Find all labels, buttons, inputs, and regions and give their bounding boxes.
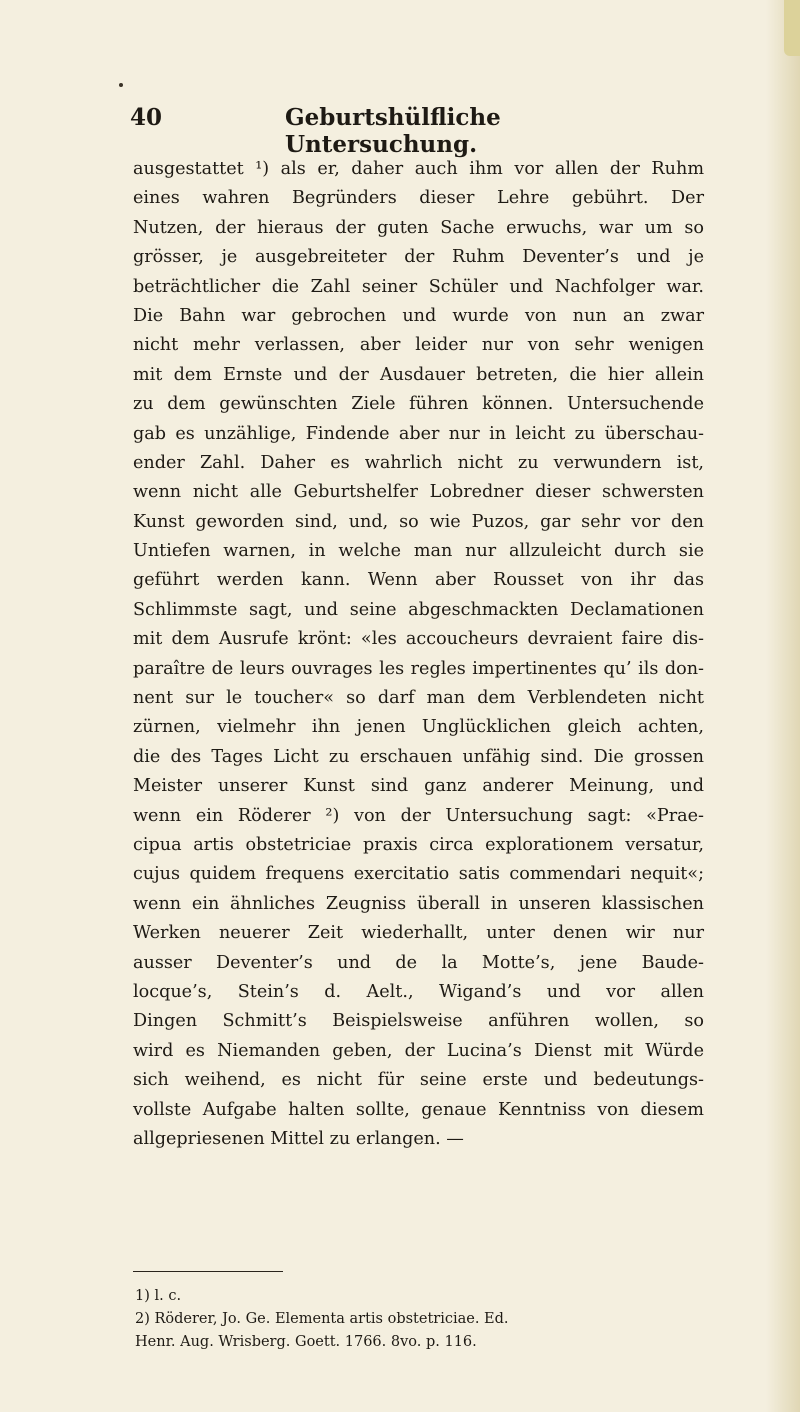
- text-line: wenn ein Röderer ²) von der Untersuchung sagt: «Prae-: [133, 805, 704, 826]
- page-edge-shadow: [766, 0, 800, 1412]
- text-line: Dingen Schmitt’s Beispielsweise anführen wollen, so: [133, 1011, 704, 1032]
- footnotes: [135, 1285, 695, 1354]
- text-line: mit dem Ernste und der Ausdauer betreten, die hier allein: [133, 364, 704, 385]
- footnote-line: Henr. Aug. Wrisberg. Goett. 1766. 8vo. p. 116.: [135, 1334, 477, 1350]
- text-line: ausgestattet ¹) als er, daher auch ihm vor allen der Ruhm: [133, 159, 704, 179]
- text-line: cipua artis obstetriciae praxis circa explorationem versatur,: [133, 834, 704, 855]
- text-line: geführt werden kann. Wenn aber Rousset von ihr das: [133, 570, 704, 591]
- running-title: Geburtshülfliche Untersuchung.: [285, 104, 501, 158]
- main-text: [133, 155, 704, 1154]
- text-line: paraître de leurs ouvrages les regles impertinentes qu’ ils don-: [133, 658, 704, 679]
- text-line: nicht mehr verlassen, aber leider nur von sehr wenigen: [133, 335, 704, 356]
- text-line: gab es unzählige, Findende aber nur in leicht zu überschau-: [133, 423, 704, 444]
- text-line: beträchtlicher die Zahl seiner Schüler und Nachfolger war.: [133, 276, 704, 297]
- footnote-line: 1) l. c.: [135, 1288, 182, 1304]
- footnote-rule: [133, 1271, 283, 1272]
- text-line: Schlimmste sagt, und seine abgeschmackten Declamationen: [133, 599, 704, 620]
- text-line: grösser, je ausgebreiteter der Ruhm Deventer’s und je: [133, 247, 704, 268]
- text-line: allgepriesenen Mittel zu erlangen. —: [133, 1128, 464, 1149]
- text-line: cujus quidem frequens exercitatio satis commendari nequit«;: [133, 864, 704, 885]
- text-line: nent sur le toucher« so darf man dem Verblendeten nicht: [133, 688, 704, 709]
- text-line: sich weihend, es nicht für seine erste und bedeutungs-: [133, 1070, 704, 1091]
- text-line: mit dem Ausrufe krönt: «les accoucheurs devraient faire dis-: [133, 629, 704, 650]
- text-line: Werken neuerer Zeit wiederhallt, unter denen wir nur: [133, 923, 704, 944]
- text-line: ausser Deventer’s und de la Motte’s, jene Baude-: [133, 952, 704, 973]
- text-line: zürnen, vielmehr ihn jenen Unglücklichen gleich achten,: [133, 717, 704, 738]
- text-line: wenn ein ähnliches Zeugniss überall in unseren klassischen: [133, 893, 704, 914]
- text-line: locque’s, Stein’s d. Aelt., Wigand’s und vor allen: [133, 981, 704, 1002]
- text-line: Nutzen, der hieraus der guten Sache erwuchs, war um so: [133, 217, 704, 238]
- text-line: vollste Aufgabe halten sollte, genaue Kenntniss von diesem: [133, 1099, 704, 1120]
- footnote-line: 2) Röderer, Jo. Ge. Elementa artis obstetriciae. Ed.: [135, 1311, 509, 1327]
- text-line: wird es Niemanden geben, der Lucina’s Dienst mit Würde: [133, 1040, 704, 1061]
- text-line: Die Bahn war gebrochen und wurde von nun an zwar: [133, 305, 704, 326]
- page-corner-mark: [784, 0, 800, 56]
- text-line: Meister unserer Kunst sind ganz anderer Meinung, und: [133, 776, 704, 797]
- ink-speck: [119, 83, 123, 87]
- text-line: Untiefen warnen, in welche man nur allzuleicht durch sie: [133, 541, 704, 562]
- text-line: zu dem gewünschten Ziele führen können. Untersuchende: [133, 394, 704, 415]
- text-line: eines wahren Begründers dieser Lehre gebührt. Der: [133, 188, 704, 209]
- page-number: 40: [130, 104, 163, 131]
- page-header: [130, 104, 700, 158]
- text-line: die des Tages Licht zu erschauen unfähig sind. Die grossen: [133, 746, 704, 767]
- text-line: Kunst geworden sind, und, so wie Puzos, gar sehr vor den: [133, 511, 704, 532]
- text-line: ender Zahl. Daher es wahrlich nicht zu verwundern ist,: [133, 452, 704, 473]
- text-line: wenn nicht alle Geburtshelfer Lobredner dieser schwersten: [133, 482, 704, 503]
